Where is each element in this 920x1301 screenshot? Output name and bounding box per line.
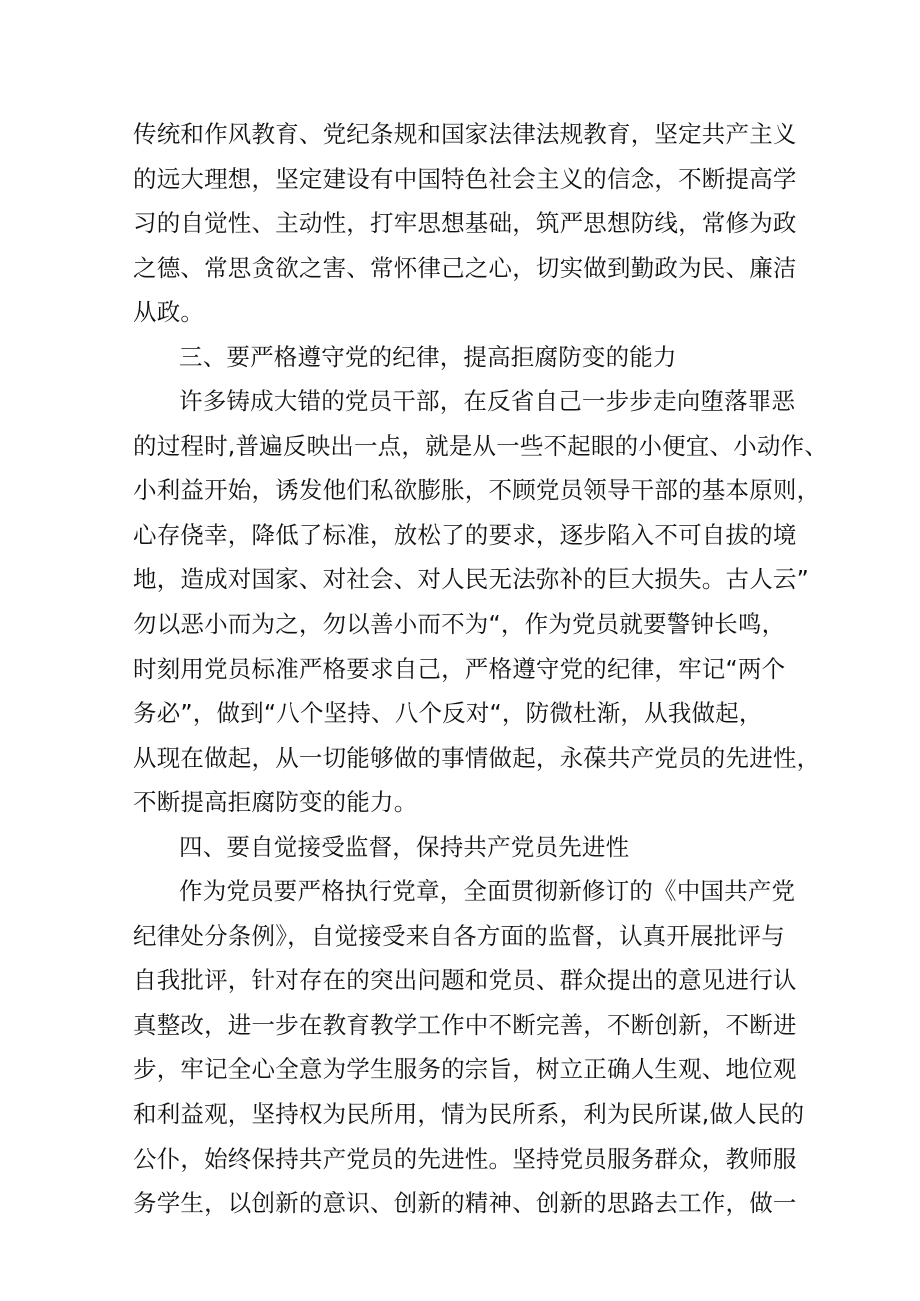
body-line: 的远大理想，坚定建设有中国特色社会主义的信念，不断提高学: [133, 164, 797, 193]
body-line: 之德、常思贪欲之害、常怀律己之心，切实做到勤政为民、廉洁: [133, 253, 797, 282]
body-line: 心存侥幸，降低了标准，放松了的要求，逐步陷入不可自拔的境: [133, 520, 797, 549]
body-line: 自我批评，针对存在的突出问题和党员、群众提出的意见进行认: [133, 966, 797, 995]
body-line: 真整改，进一步在教育教学工作中不断完善，不断创新，不断进: [133, 1010, 797, 1039]
body-line: 步，牢记全心全意为学生服务的宗旨，树立正确人生观、地位观: [133, 1055, 797, 1084]
body-line: 地，造成对国家、对社会、对人民无法弥补的巨大损失。古人云”: [133, 565, 809, 594]
body-line: 勿以恶小而为之，勿以善小而不为“，作为党员就要警钟长鸣，: [133, 610, 786, 639]
body-line: 公仆，始终保持共产党员的先进性。坚持党员服务群众，教师服: [133, 1144, 797, 1173]
section-heading-three: 三、要严格遵守党的纪律，提高拒腐防变的能力: [179, 342, 677, 371]
body-line: 和利益观，坚持权为民所用，情为民所系，利为民所谋,做人民的: [133, 1100, 805, 1129]
body-line: 不断提高拒腐防变的能力。: [133, 788, 418, 817]
document-body: [133, 112, 828, 1226]
body-line: 时刻用党员标准严格要求自己，严格遵守党的纪律，牢记“两个: [133, 654, 786, 683]
body-line: 从现在做起，从一切能够做的事情做起，永葆共产党员的先进性，: [133, 743, 821, 772]
body-line: 的过程时,普遍反映出一点，就是从一些不起眼的小便宜、小动作、: [133, 431, 828, 460]
body-line: 从政。: [133, 298, 205, 327]
body-line: 传统和作风教育、党纪条规和国家法律法规教育，坚定共产主义: [133, 120, 797, 148]
body-line: 小利益开始，诱发他们私欲膨胀，不顾党员领导干部的基本原则，: [133, 476, 821, 505]
body-line: 务学生，以创新的意识、创新的精神、创新的思路去工作，做一: [133, 1189, 797, 1218]
body-line: 纪律处分条例》，自觉接受来自各方面的监督，认真开展批评与: [133, 921, 785, 950]
body-line: 习的自觉性、主动性，打牢思想基础，筑严思想防线，常修为政: [133, 209, 797, 238]
paragraph-first-line: 作为党员要严格执行党章，全面贯彻新修订的《中国共产党: [179, 877, 796, 906]
body-line: 务必”，做到“八个坚持、八个反对“，防微杜渐，从我做起，: [133, 699, 763, 728]
paragraph-first-line: 许多铸成大错的党员干部，在反省自己一步步走向堕落罪恶: [179, 387, 796, 416]
section-heading-four: 四、要自觉接受监督，保持共产党员先进性: [179, 832, 630, 861]
